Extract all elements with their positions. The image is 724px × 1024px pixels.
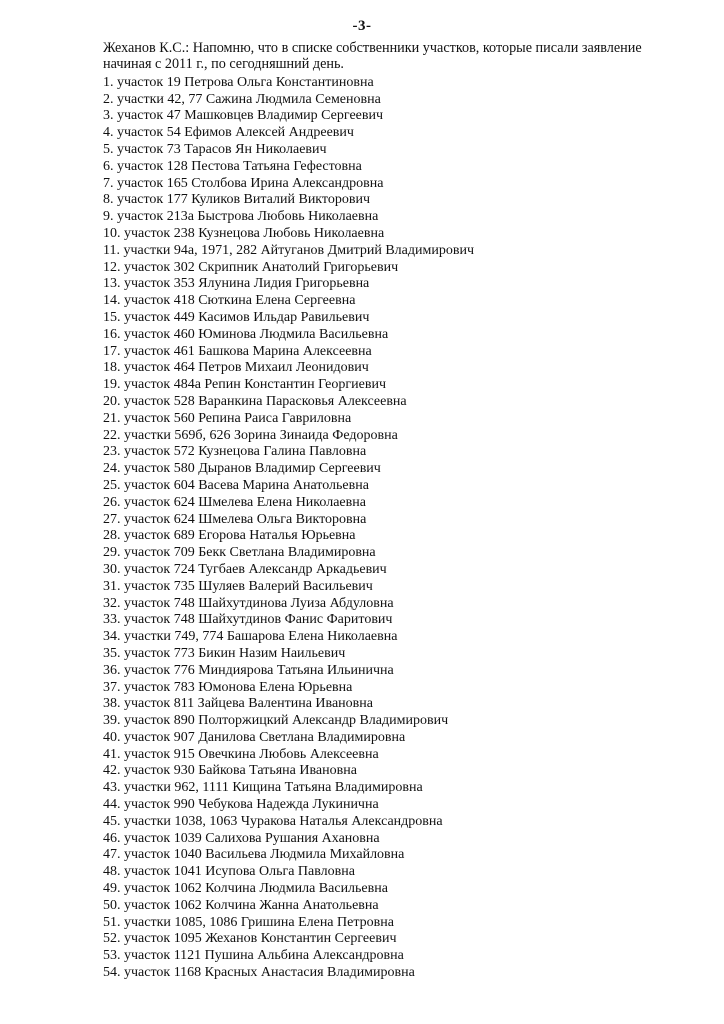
list-item: 4. участок 54 Ефимов Алексей Андреевич	[103, 125, 354, 141]
list-item: 24. участок 580 Дыранов Владимир Сергеевич	[103, 461, 381, 477]
list-item: 36. участок 776 Миндиярова Татьяна Ильинична	[103, 662, 394, 678]
list-item: 46. участок 1039 Салихова Рушания Ахановна	[103, 830, 380, 846]
list-item: 28. участок 689 Егорова Наталья Юрьевна	[103, 528, 356, 544]
list-item: 49. участок 1062 Колчина Людмила Васильевна	[103, 881, 388, 897]
list-item: 32. участок 748 Шайхутдинова Луиза Абдуловна	[103, 595, 394, 611]
list-item: 31. участок 735 Шуляев Валерий Васильевич	[103, 578, 373, 594]
intro-paragraph	[103, 40, 703, 73]
list-item: 40. участок 907 Данилова Светлана Владимировна	[103, 729, 406, 745]
list-item: 29. участок 709 Бекк Светлана Владимировна	[103, 545, 376, 561]
list-item: 17. участок 461 Башкова Марина Алексеевна	[103, 343, 372, 359]
list-item: 26. участок 624 Шмелева Елена Николаевна	[103, 494, 366, 510]
list-item: 35. участок 773 Бикин Назим Наильевич	[103, 645, 346, 661]
list-item: 20. участок 528 Варанкина Парасковья Алексеевна	[103, 393, 407, 409]
list-item: 9. участок 213а Быстрова Любовь Николаевна	[103, 209, 379, 225]
list-item: 44. участок 990 Чебукова Надежда Лукинична	[103, 797, 379, 813]
list-item: 16. участок 460 Юминова Людмила Васильевна	[103, 326, 389, 342]
list-item: 8. участок 177 Куликов Виталий Викторович	[103, 192, 371, 208]
list-item: 14. участок 418 Сюткина Елена Сергеевна	[103, 293, 356, 309]
list-item: 6. участок 128 Пестова Татьяна Гефестовна	[103, 158, 362, 174]
list-item: 10. участок 238 Кузнецова Любовь Николаевна	[103, 225, 385, 241]
list-item: 33. участок 748 Шайхутдинов Фанис Фаритович	[103, 612, 393, 628]
list-item: 52. участок 1095 Жеханов Константин Сергеевич	[103, 931, 397, 947]
owners-list	[103, 75, 703, 982]
list-item: 1. участок 19 Петрова Ольга Константиновна	[103, 74, 374, 90]
document-body	[103, 40, 703, 982]
list-item: 30. участок 724 Тугбаев Александр Аркадьевич	[103, 561, 387, 577]
list-item: 42. участок 930 Байкова Татьяна Ивановна	[103, 763, 357, 779]
list-item: 12. участок 302 Скрипник Анатолий Григорьевич	[103, 259, 399, 275]
intro-line-1: Жеханов К.С.: Напомню, что в списке собственники участков, которые писали заявление	[103, 40, 642, 56]
list-item: 7. участок 165 Столбова Ирина Александровна	[103, 175, 384, 191]
list-item: 25. участок 604 Васева Марина Анатольевна	[103, 477, 369, 493]
list-item: 22. участки 569б, 626 Зорина Зинаида Федоровна	[103, 427, 398, 443]
list-item: 21. участок 560 Репина Раиса Гавриловна	[103, 410, 352, 426]
list-item: 34. участки 749, 774 Башарова Елена Николаевна	[103, 629, 398, 645]
list-item: 11. участки 94а, 1971, 282 Айтуганов Дмитрий Владимирович	[103, 242, 474, 258]
page-number: -3-	[352, 18, 372, 34]
list-item: 27. участок 624 Шмелева Ольга Викторовна	[103, 511, 367, 527]
list-item: 19. участок 484а Репин Константин Георгиевич	[103, 377, 386, 393]
list-item: 3. участок 47 Машковцев Владимир Сергеевич	[103, 108, 384, 124]
list-item: 39. участок 890 Полторжицкий Александр Владимирович	[103, 713, 449, 729]
list-item: 43. участки 962, 1111 Кищина Татьяна Владимировна	[103, 780, 423, 796]
list-item: 15. участок 449 Касимов Ильдар Равильевич	[103, 309, 370, 325]
list-item: 23. участок 572 Кузнецова Галина Павловна	[103, 444, 367, 460]
list-item: 45. участки 1038, 1063 Чуракова Наталья Александровна	[103, 813, 443, 829]
list-item: 48. участок 1041 Исупова Ольга Павловна	[103, 864, 355, 880]
list-item: 50. участок 1062 Колчина Жанна Анатольевна	[103, 897, 379, 913]
list-item: 38. участок 811 Зайцева Валентина Ивановна	[103, 696, 373, 712]
list-item: 41. участок 915 Овечкина Любовь Алексеевна	[103, 746, 379, 762]
list-item: 54. участок 1168 Красных Анастасия Владимировна	[103, 965, 415, 981]
intro-line-2: начиная с 2011 г., по сегодняшний день.	[103, 56, 344, 73]
list-item: 51. участки 1085, 1086 Гришина Елена Петровна	[103, 914, 394, 930]
list-item: 53. участок 1121 Пушина Альбина Александровна	[103, 948, 404, 964]
list-item: 37. участок 783 Юмонова Елена Юрьевна	[103, 679, 353, 695]
list-item: 18. участок 464 Петров Михаил Леонидович	[103, 360, 369, 376]
list-item: 5. участок 73 Тарасов Ян Николаевич	[103, 142, 327, 157]
list-item: 2. участки 42, 77 Сажина Людмила Семеновна	[103, 91, 381, 107]
list-item: 13. участок 353 Ялунина Лидия Григорьевна	[103, 276, 370, 292]
list-item: 47. участок 1040 Васильева Людмила Михайловна	[103, 847, 405, 863]
